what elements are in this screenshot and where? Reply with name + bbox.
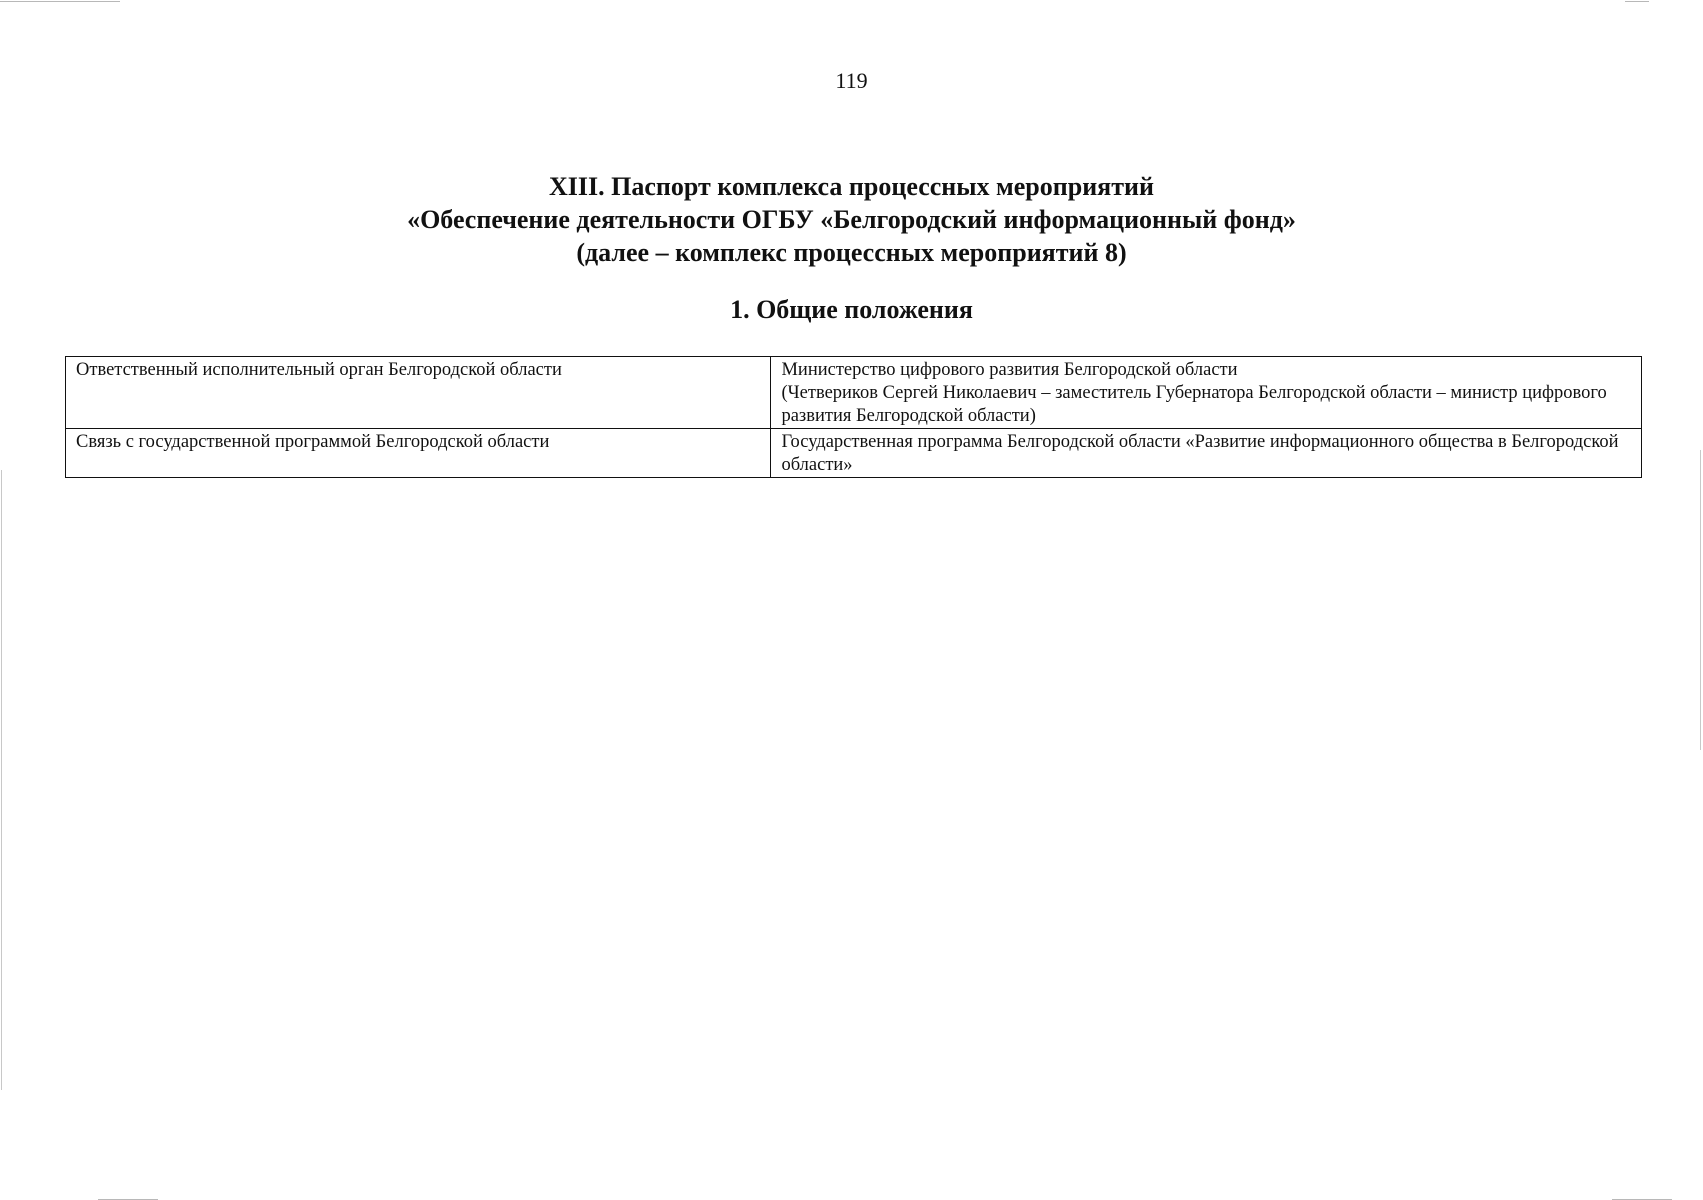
row-value-line: Государственная программа Белгородской области «Развитие информационного общества в Белгородской области» xyxy=(781,432,1619,475)
scan-mark-top-left xyxy=(0,1,120,2)
scan-mark-top-right xyxy=(1625,1,1649,2)
scan-edge-right xyxy=(1700,450,1701,750)
title-line-3: (далее – комплекс процессных мероприятий 8) xyxy=(576,238,1127,267)
scan-edge-left xyxy=(1,470,2,1090)
title-line-1: XIII. Паспорт комплекса процессных мероприятий xyxy=(549,172,1154,201)
table-row xyxy=(66,429,1642,478)
table-row xyxy=(66,357,1642,429)
general-provisions-table xyxy=(65,356,1642,478)
page-number: 119 xyxy=(835,68,868,93)
section-heading: 1. Общие положения xyxy=(730,295,973,324)
row-value-line: (Четвериков Сергей Николаевич – заместитель Губернатора Белгородской области – министр цифрового развития Белгородской области) xyxy=(781,383,1607,426)
row-label-cell xyxy=(66,357,771,429)
row-value-cell xyxy=(771,357,1642,429)
title-line-2: «Обеспечение деятельности ОГБУ «Белгородский информационный фонд» xyxy=(407,205,1296,234)
row-label: Связь с государственной программой Белгородской области xyxy=(76,432,550,452)
document-title xyxy=(0,170,1703,269)
row-value-line: Министерство цифрового развития Белгородской области xyxy=(781,360,1238,380)
row-value-cell xyxy=(771,429,1642,478)
row-label: Ответственный исполнительный орган Белгородской области xyxy=(76,360,562,380)
row-label-cell xyxy=(66,429,771,478)
